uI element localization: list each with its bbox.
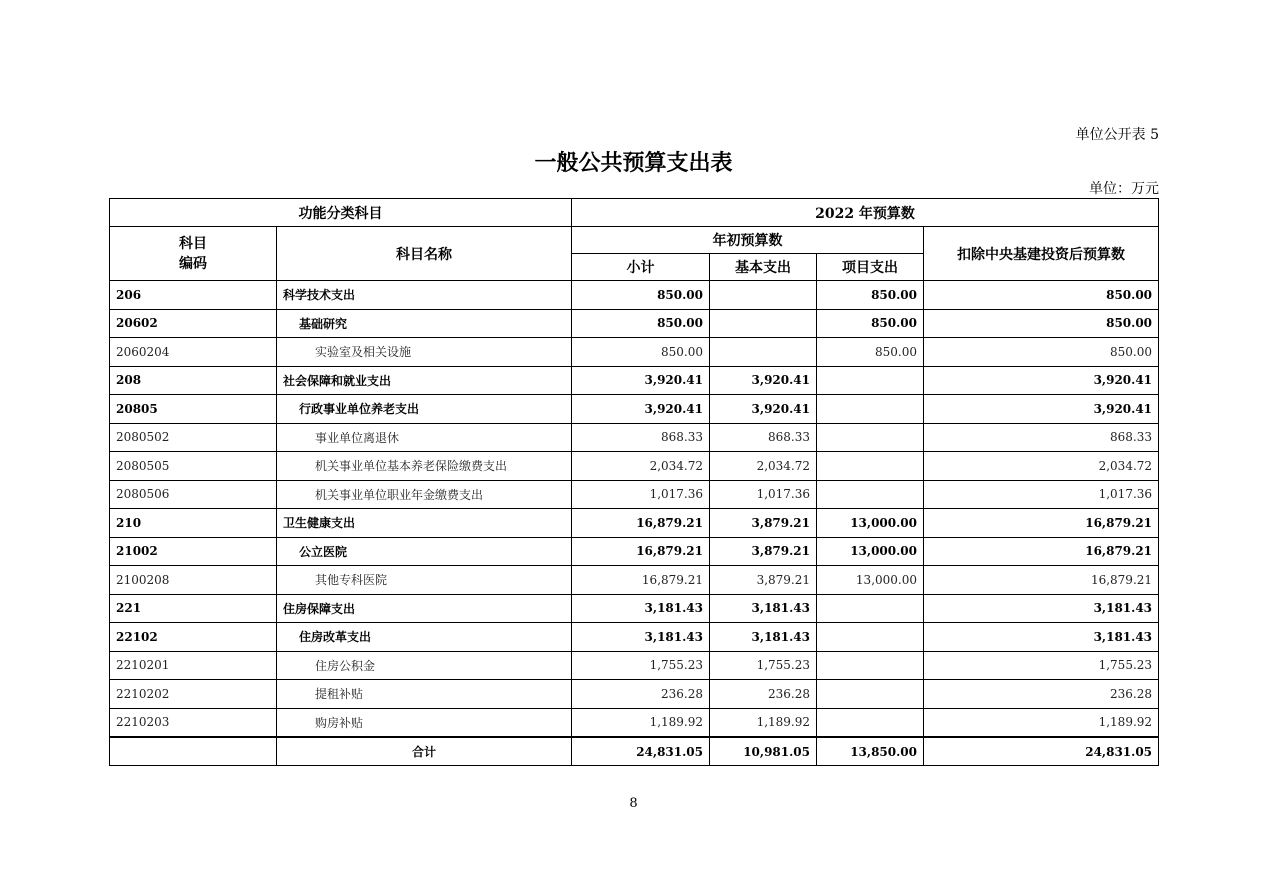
row-name: 住房公积金	[277, 651, 572, 680]
total-basic: 10,981.05	[710, 737, 817, 766]
row-after: 868.33	[924, 423, 1159, 452]
row-project	[817, 395, 924, 424]
row-code: 2210201	[110, 651, 277, 680]
row-name: 其他专科医院	[277, 566, 572, 595]
row-project	[817, 452, 924, 481]
row-subtotal: 3,920.41	[572, 395, 710, 424]
row-subtotal: 850.00	[572, 309, 710, 338]
row-name: 行政事业单位养老支出	[277, 395, 572, 424]
row-name: 卫生健康支出	[277, 509, 572, 538]
row-code: 221	[110, 594, 277, 623]
row-name: 机关事业单位职业年金缴费支出	[277, 480, 572, 509]
row-basic: 236.28	[710, 680, 817, 709]
total-code-cell	[110, 737, 277, 766]
row-code: 2060204	[110, 338, 277, 367]
table-body	[110, 281, 1159, 738]
row-project	[817, 680, 924, 709]
table-row	[110, 509, 1159, 538]
header-initial-budget: 年初预算数	[572, 227, 924, 254]
row-project	[817, 651, 924, 680]
row-code: 2210202	[110, 680, 277, 709]
table-row	[110, 395, 1159, 424]
row-after: 850.00	[924, 309, 1159, 338]
total-subtotal: 24,831.05	[572, 737, 710, 766]
table-row	[110, 452, 1159, 481]
row-subtotal: 16,879.21	[572, 537, 710, 566]
row-after: 16,879.21	[924, 509, 1159, 538]
row-after: 850.00	[924, 281, 1159, 310]
row-subtotal: 1,755.23	[572, 651, 710, 680]
row-project	[817, 594, 924, 623]
total-after: 24,831.05	[924, 737, 1159, 766]
row-subtotal: 1,017.36	[572, 480, 710, 509]
row-subtotal: 850.00	[572, 281, 710, 310]
row-after: 850.00	[924, 338, 1159, 367]
row-code: 22102	[110, 623, 277, 652]
row-project: 850.00	[817, 309, 924, 338]
table-row	[110, 594, 1159, 623]
row-subtotal: 236.28	[572, 680, 710, 709]
row-code: 21002	[110, 537, 277, 566]
table-row	[110, 423, 1159, 452]
unit-label: 单位：万元	[1089, 181, 1159, 197]
table-row	[110, 623, 1159, 652]
table-row	[110, 566, 1159, 595]
row-basic: 3,879.21	[710, 537, 817, 566]
row-project	[817, 708, 924, 737]
row-name: 机关事业单位基本养老保险缴费支出	[277, 452, 572, 481]
row-basic	[710, 309, 817, 338]
row-name: 事业单位离退休	[277, 423, 572, 452]
row-project: 850.00	[817, 281, 924, 310]
row-name: 住房保障支出	[277, 594, 572, 623]
row-after: 3,920.41	[924, 395, 1159, 424]
row-code: 210	[110, 509, 277, 538]
row-code: 208	[110, 366, 277, 395]
row-basic: 3,181.43	[710, 623, 817, 652]
row-project: 13,000.00	[817, 509, 924, 538]
table-row	[110, 708, 1159, 737]
row-basic: 2,034.72	[710, 452, 817, 481]
row-basic: 3,879.21	[710, 509, 817, 538]
row-subtotal: 3,181.43	[572, 623, 710, 652]
row-name: 基础研究	[277, 309, 572, 338]
row-name: 科学技术支出	[277, 281, 572, 310]
row-subtotal: 868.33	[572, 423, 710, 452]
table-row	[110, 309, 1159, 338]
row-subtotal: 16,879.21	[572, 566, 710, 595]
row-project	[817, 480, 924, 509]
table-row	[110, 366, 1159, 395]
row-code: 206	[110, 281, 277, 310]
row-after: 16,879.21	[924, 566, 1159, 595]
page-number: 8	[629, 796, 638, 811]
row-after: 1,189.92	[924, 708, 1159, 737]
row-subtotal: 1,189.92	[572, 708, 710, 737]
row-name: 提租补贴	[277, 680, 572, 709]
row-code: 2080506	[110, 480, 277, 509]
row-after: 2,034.72	[924, 452, 1159, 481]
row-subtotal: 3,181.43	[572, 594, 710, 623]
row-basic: 3,920.41	[710, 395, 817, 424]
table-row	[110, 338, 1159, 367]
row-project	[817, 623, 924, 652]
row-project: 13,000.00	[817, 566, 924, 595]
row-name: 住房改革支出	[277, 623, 572, 652]
table-row	[110, 537, 1159, 566]
total-row	[110, 737, 1159, 766]
row-basic: 1,189.92	[710, 708, 817, 737]
total-project: 13,850.00	[817, 737, 924, 766]
row-subtotal: 16,879.21	[572, 509, 710, 538]
row-code: 2100208	[110, 566, 277, 595]
row-basic: 868.33	[710, 423, 817, 452]
budget-table	[109, 198, 1159, 766]
row-code: 20805	[110, 395, 277, 424]
table-row	[110, 281, 1159, 310]
row-code: 2210203	[110, 708, 277, 737]
header-subtotal: 小计	[572, 254, 710, 281]
table-row	[110, 651, 1159, 680]
row-name: 社会保障和就业支出	[277, 366, 572, 395]
row-code: 2080505	[110, 452, 277, 481]
row-basic: 3,920.41	[710, 366, 817, 395]
row-after: 3,181.43	[924, 594, 1159, 623]
row-after: 1,755.23	[924, 651, 1159, 680]
row-name: 购房补贴	[277, 708, 572, 737]
row-basic: 3,879.21	[710, 566, 817, 595]
row-basic: 3,181.43	[710, 594, 817, 623]
form-number: 单位公开表 5	[1075, 127, 1159, 143]
row-after: 1,017.36	[924, 480, 1159, 509]
header-after-deduction: 扣除中央基建投资后预算数	[924, 227, 1159, 281]
row-basic	[710, 338, 817, 367]
row-subtotal: 2,034.72	[572, 452, 710, 481]
row-project	[817, 423, 924, 452]
row-after: 3,920.41	[924, 366, 1159, 395]
header-code: 科目 编码	[110, 227, 277, 281]
row-project	[817, 366, 924, 395]
table-row	[110, 680, 1159, 709]
row-project: 13,000.00	[817, 537, 924, 566]
header-budget-year: 2022 年预算数	[572, 199, 1159, 227]
table-row	[110, 480, 1159, 509]
page-title: 一般公共预算支出表	[534, 150, 733, 176]
row-subtotal: 850.00	[572, 338, 710, 367]
row-name: 公立医院	[277, 537, 572, 566]
row-after: 16,879.21	[924, 537, 1159, 566]
row-subtotal: 3,920.41	[572, 366, 710, 395]
header-name: 科目名称	[277, 227, 572, 281]
row-name: 实验室及相关设施	[277, 338, 572, 367]
row-after: 236.28	[924, 680, 1159, 709]
row-code: 20602	[110, 309, 277, 338]
header-functional-category: 功能分类科目	[110, 199, 572, 227]
row-basic: 1,755.23	[710, 651, 817, 680]
header-basic: 基本支出	[710, 254, 817, 281]
row-code: 2080502	[110, 423, 277, 452]
total-label: 合计	[277, 737, 572, 766]
row-basic: 1,017.36	[710, 480, 817, 509]
row-after: 3,181.43	[924, 623, 1159, 652]
row-basic	[710, 281, 817, 310]
header-project: 项目支出	[817, 254, 924, 281]
row-project: 850.00	[817, 338, 924, 367]
